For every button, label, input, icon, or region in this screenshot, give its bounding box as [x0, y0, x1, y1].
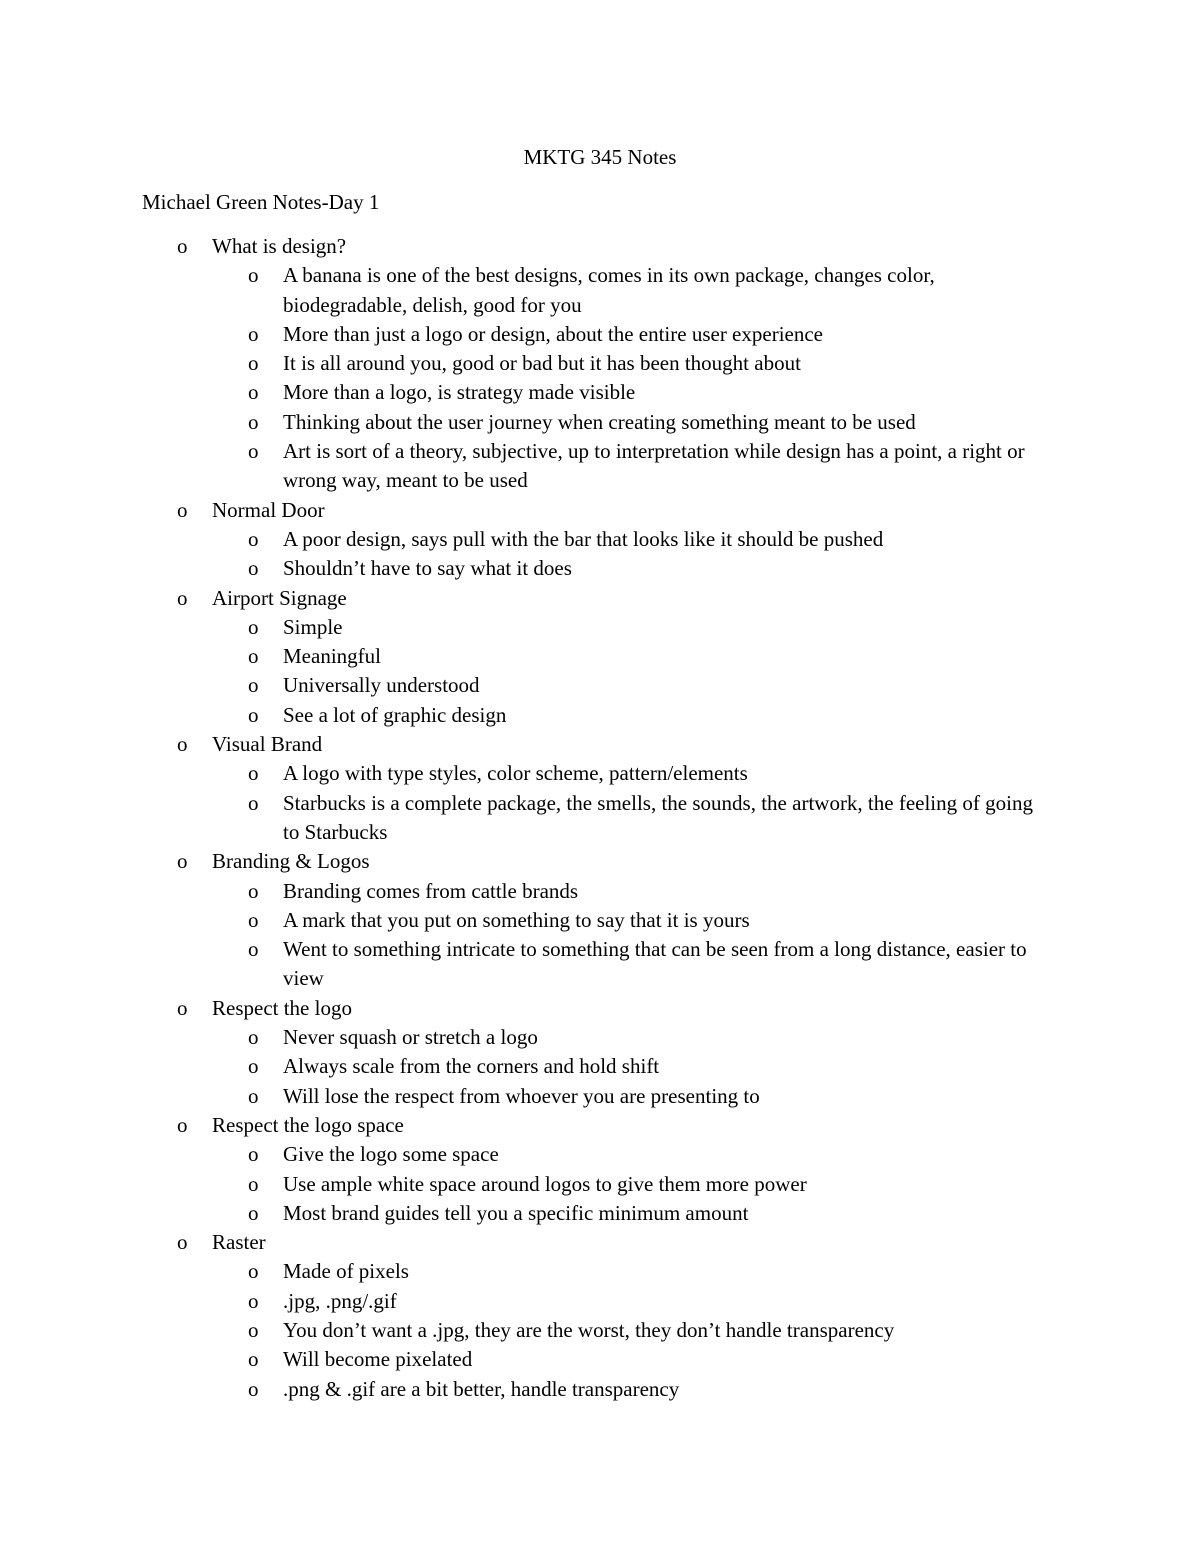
list-item-text: A banana is one of the best designs, comes in its own package, changes color, biodegradable, delish, good for you: [283, 263, 935, 317]
section-heading: Branding & Logos: [212, 849, 370, 874]
list-item-text: Thinking about the user journey when creating something meant to be used: [283, 409, 916, 434]
section-heading-row: [0, 584, 1042, 613]
list-item-text: Will lose the respect from whoever you are presenting to: [283, 1083, 760, 1108]
outline-section: [0, 730, 1200, 847]
list-item: [0, 701, 1043, 730]
list-item: [0, 642, 1043, 671]
list-item: [0, 554, 1043, 583]
outline-section: [0, 994, 1200, 1111]
list-item: [0, 349, 1043, 378]
section-heading: Airport Signage: [212, 585, 347, 610]
list-item: [0, 1199, 1043, 1228]
list-item-text: More than just a logo or design, about the entire user experience: [283, 321, 823, 346]
section-items: [0, 613, 1200, 730]
section-heading-row: [0, 994, 1042, 1023]
section-heading: Raster: [212, 1230, 266, 1255]
list-item-text: Branding comes from cattle brands: [283, 878, 579, 903]
hollow-bullet-icon: o: [248, 526, 259, 551]
section-heading: Respect the logo: [212, 995, 352, 1020]
hollow-bullet-icon: o: [248, 439, 259, 464]
section-heading-row: [0, 232, 1042, 261]
hollow-bullet-icon: o: [248, 1142, 259, 1167]
list-item-text: A logo with type styles, color scheme, pattern/elements: [283, 761, 748, 786]
list-item-text: Went to something intricate to something that can be seen from a long distance, easier to view: [283, 937, 1027, 991]
hollow-bullet-icon: o: [177, 732, 188, 757]
hollow-bullet-icon: o: [248, 1083, 259, 1108]
list-item-text: Meaningful: [283, 644, 381, 669]
page-title: MKTG 345 Notes: [523, 145, 677, 169]
list-item: [0, 1316, 1043, 1345]
list-item-text: See a lot of graphic design: [283, 702, 507, 727]
hollow-bullet-icon: o: [177, 585, 188, 610]
section-heading: Respect the logo space: [212, 1112, 404, 1137]
hollow-bullet-icon: o: [248, 937, 259, 962]
list-item-text: A poor design, says pull with the bar that looks like it should be pushed: [283, 526, 884, 551]
list-item: [0, 525, 1043, 554]
hollow-bullet-icon: o: [177, 1112, 188, 1137]
hollow-bullet-icon: o: [248, 1171, 259, 1196]
section-items: [0, 1140, 1200, 1228]
hollow-bullet-icon: o: [248, 1288, 259, 1313]
list-item: [0, 378, 1043, 407]
hollow-bullet-icon: o: [248, 1200, 259, 1225]
section-items: [0, 1257, 1200, 1403]
list-item: [0, 1375, 1043, 1404]
section-heading-row: [0, 1228, 1042, 1257]
hollow-bullet-icon: o: [248, 321, 259, 346]
hollow-bullet-icon: o: [177, 995, 188, 1020]
list-item: [0, 1140, 1043, 1169]
outline-section: [0, 847, 1200, 993]
hollow-bullet-icon: o: [248, 1347, 259, 1372]
list-item-text: You don’t want a .jpg, they are the worst, they don’t handle transparency: [283, 1317, 895, 1342]
hollow-bullet-icon: o: [248, 673, 259, 698]
outline-section: [0, 584, 1200, 730]
hollow-bullet-icon: o: [248, 790, 259, 815]
list-item-text: Simple: [283, 614, 343, 639]
section-heading-row: [0, 847, 1042, 876]
section-items: [0, 759, 1200, 847]
list-item: [0, 789, 1043, 848]
list-item: [0, 877, 1043, 906]
section-items: [0, 261, 1200, 495]
list-item-text: Universally understood: [283, 673, 480, 698]
section-heading-row: [0, 1111, 1042, 1140]
list-item: [0, 1170, 1043, 1199]
list-item-text: .jpg, .png/.gif: [283, 1288, 397, 1313]
hollow-bullet-icon: o: [248, 614, 259, 639]
list-item-text: More than a logo, is strategy made visible: [283, 380, 636, 405]
section-items: [0, 1023, 1200, 1111]
hollow-bullet-icon: o: [248, 409, 259, 434]
hollow-bullet-icon: o: [248, 1317, 259, 1342]
list-item-text: Most brand guides tell you a specific minimum amount: [283, 1200, 749, 1225]
hollow-bullet-icon: o: [248, 878, 259, 903]
list-item: [0, 759, 1043, 788]
list-item: [0, 437, 1043, 496]
list-item-text: Made of pixels: [283, 1259, 409, 1284]
hollow-bullet-icon: o: [248, 380, 259, 405]
section-heading-row: [0, 730, 1042, 759]
section-heading: What is design?: [212, 234, 347, 258]
list-item: [0, 261, 1043, 320]
list-item-text: It is all around you, good or bad but it has been thought about: [283, 351, 801, 376]
list-item-text: Starbucks is a complete package, the smells, the sounds, the artwork, the feeling of going to Starbucks: [283, 790, 1033, 844]
notes-subtitle: Michael Green Notes-Day 1: [142, 190, 380, 214]
list-item-text: Will become pixelated: [283, 1347, 473, 1372]
hollow-bullet-icon: o: [248, 644, 259, 669]
outline-section: [0, 1228, 1200, 1404]
section-heading-row: [0, 496, 1042, 525]
hollow-bullet-icon: o: [248, 907, 259, 932]
list-item-text: .png & .gif are a bit better, handle transparency: [283, 1376, 680, 1401]
outline-section: [0, 496, 1200, 584]
list-item: [0, 1052, 1043, 1081]
hollow-bullet-icon: o: [248, 702, 259, 727]
notes-outline: [0, 232, 1200, 1404]
list-item: [0, 408, 1043, 437]
section-heading: Visual Brand: [212, 732, 323, 757]
list-item: [0, 1257, 1043, 1286]
list-item: [0, 935, 1043, 994]
list-item: [0, 906, 1043, 935]
hollow-bullet-icon: o: [177, 1230, 188, 1255]
hollow-bullet-icon: o: [248, 761, 259, 786]
section-items: [0, 525, 1200, 584]
hollow-bullet-icon: o: [248, 1054, 259, 1079]
outline-section: [0, 1111, 1200, 1228]
hollow-bullet-icon: o: [177, 234, 188, 258]
list-item: [0, 671, 1043, 700]
list-item-text: A mark that you put on something to say that it is yours: [283, 907, 750, 932]
list-item: [0, 1023, 1043, 1052]
hollow-bullet-icon: o: [248, 351, 259, 376]
hollow-bullet-icon: o: [177, 849, 188, 874]
list-item-text: Always scale from the corners and hold shift: [283, 1054, 660, 1079]
list-item-text: Art is sort of a theory, subjective, up to interpretation while design has a point, a right or wrong way, meant to be used: [283, 439, 1025, 493]
list-item: [0, 1287, 1043, 1316]
outline-section: [0, 232, 1200, 496]
list-item: [0, 1082, 1043, 1111]
list-item-text: Give the logo some space: [283, 1142, 499, 1167]
section-heading: Normal Door: [212, 497, 325, 522]
list-item: [0, 613, 1043, 642]
list-item-text: Shouldn’t have to say what it does: [283, 556, 572, 581]
section-items: [0, 877, 1200, 994]
list-item-text: Use ample white space around logos to give them more power: [283, 1171, 807, 1196]
hollow-bullet-icon: o: [177, 497, 188, 522]
list-item-text: Never squash or stretch a logo: [283, 1025, 538, 1050]
hollow-bullet-icon: o: [248, 1025, 259, 1050]
hollow-bullet-icon: o: [248, 1259, 259, 1284]
hollow-bullet-icon: o: [248, 1376, 259, 1401]
hollow-bullet-icon: o: [248, 263, 259, 288]
hollow-bullet-icon: o: [248, 556, 259, 581]
list-item: [0, 1345, 1043, 1374]
list-item: [0, 320, 1043, 349]
